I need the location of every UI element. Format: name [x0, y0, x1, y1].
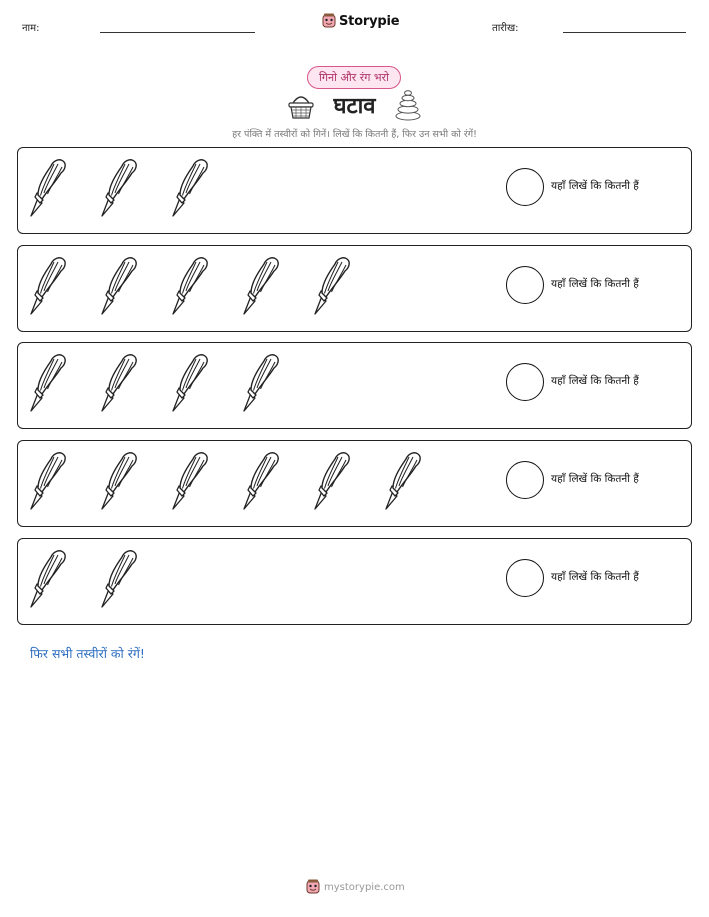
- fountain-pen-icon: [99, 547, 141, 611]
- counting-row: [17, 342, 692, 429]
- answer-circle[interactable]: [506, 363, 544, 401]
- fountain-pen-icon: [170, 351, 212, 415]
- fountain-pen-icon: [28, 449, 70, 513]
- fountain-pen-icon: [170, 156, 212, 220]
- storypie-mascot-icon: [322, 13, 336, 29]
- stacked-stones-icon: [394, 89, 422, 121]
- fountain-pen-icon: [383, 449, 425, 513]
- fountain-pen-icon: [241, 449, 283, 513]
- answer-label: यहाँ लिखें कि कितनी हैं: [551, 473, 639, 485]
- fountain-pen-icon: [28, 547, 70, 611]
- brand-name: Storypie: [339, 13, 400, 29]
- fountain-pen-icon: [99, 351, 141, 415]
- fountain-pen-icon: [312, 254, 354, 318]
- answer-label: यहाँ लिखें कि कितनी हैं: [551, 571, 639, 583]
- page-title: घटाव: [333, 94, 376, 119]
- answer-circle[interactable]: [506, 266, 544, 304]
- footer-note: फिर सभी तस्वीरों को रंगें!: [30, 646, 145, 661]
- counting-row: [17, 538, 692, 625]
- name-label: नाम:: [22, 23, 40, 34]
- answer-label: यहाँ लिखें कि कितनी हैं: [551, 375, 639, 387]
- name-line: [100, 32, 255, 33]
- fountain-pen-icon: [99, 254, 141, 318]
- fountain-pen-icon: [170, 254, 212, 318]
- instructions: हर पंक्ति में तस्वीरों को गिनें। लिखें कि कितनी हैं, फिर उन सभी को रंगें!: [232, 129, 477, 140]
- counting-row: [17, 245, 692, 332]
- answer-circle[interactable]: [506, 168, 544, 206]
- fountain-pen-icon: [28, 156, 70, 220]
- fountain-pen-icon: [241, 351, 283, 415]
- date-line: [563, 32, 686, 33]
- answer-label: यहाँ लिखें कि कितनी हैं: [551, 278, 639, 290]
- answer-label: यहाँ लिखें कि कितनी हैं: [551, 180, 639, 192]
- activity-badge: गिनो और रंग भरो: [307, 66, 401, 89]
- brand-logo: [322, 13, 399, 29]
- fountain-pen-icon: [170, 449, 212, 513]
- storypie-mascot-icon: [306, 879, 320, 895]
- fountain-pen-icon: [99, 449, 141, 513]
- fountain-pen-icon: [99, 156, 141, 220]
- fountain-pen-icon: [28, 351, 70, 415]
- date-label: तारीख:: [492, 23, 519, 34]
- answer-circle[interactable]: [506, 559, 544, 597]
- counting-row: [17, 147, 692, 234]
- answer-circle[interactable]: [506, 461, 544, 499]
- fountain-pen-icon: [241, 254, 283, 318]
- fountain-pen-icon: [312, 449, 354, 513]
- site-footer: [306, 879, 405, 895]
- counting-row: [17, 440, 692, 527]
- fountain-pen-icon: [28, 254, 70, 318]
- site-url: mystorypie.com: [324, 881, 405, 893]
